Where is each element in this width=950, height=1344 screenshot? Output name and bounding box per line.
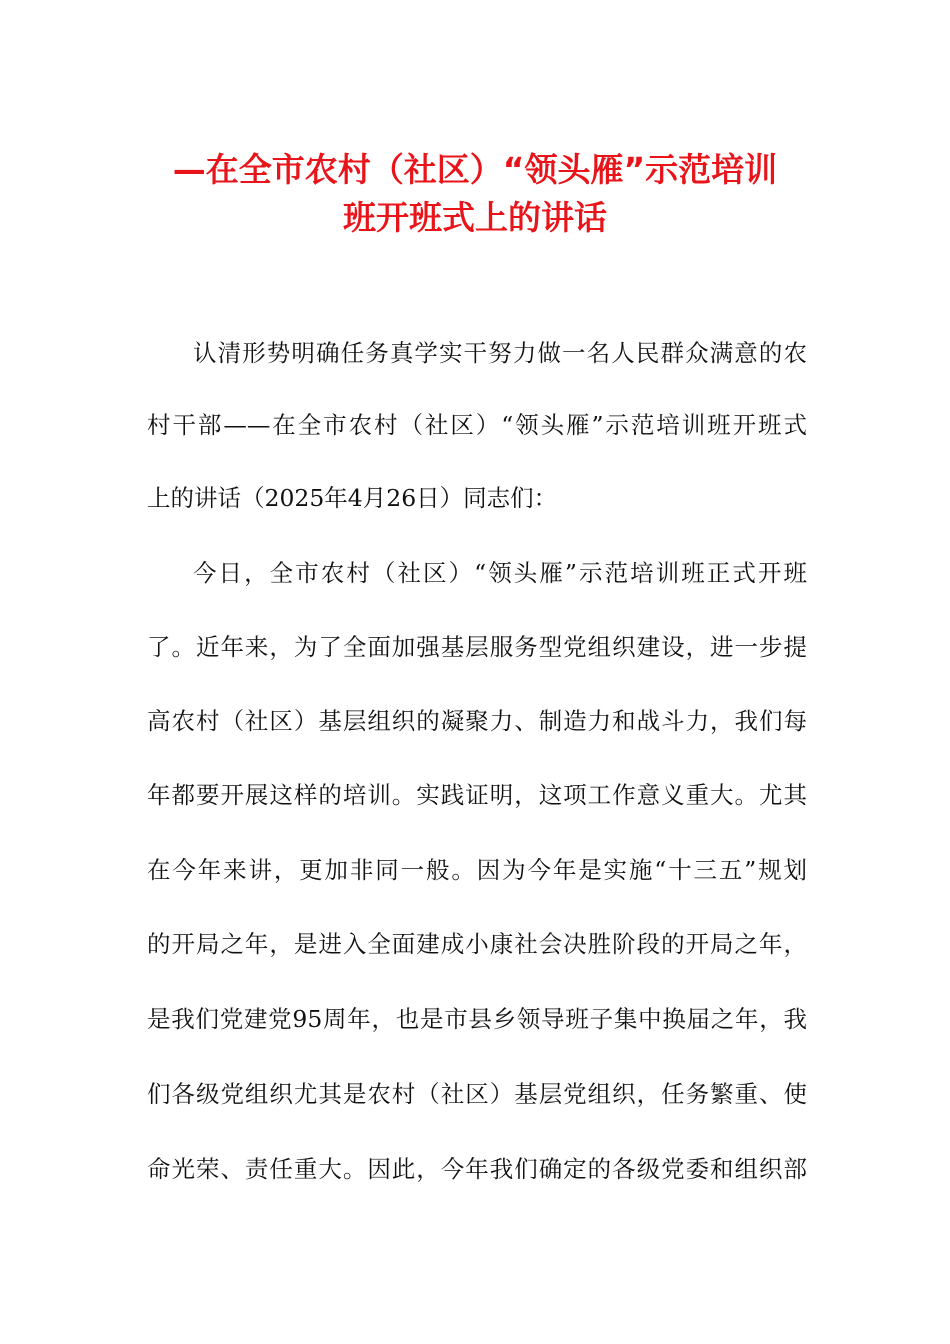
body-line-4: 今日，全市农村（社区）“领头雁”示范培训班正式开班 (193, 559, 807, 587)
body-line-12: 命光荣、责任重大。因此，今年我们确定的各级党委和组织部 (147, 1155, 807, 1183)
body-line-5: 了。近年来，为了全面加强基层服务型党组织建设，进一步提 (147, 633, 807, 661)
body-line-6: 高农村（社区）基层组织的凝聚力、制造力和战斗力，我们每 (147, 707, 807, 735)
body-line-3: 上的讲话（2025年4月26日）同志们： (147, 484, 558, 512)
body-line-11: 们各级党组织尤其是农村（社区）基层党组织，任务繁重、使 (147, 1080, 807, 1108)
body-line-9: 的开局之年，是进入全面建成小康社会决胜阶段的开局之年， (147, 930, 807, 958)
body-line-2: 村干部——在全市农村（社区）“领头雁”示范培训班开班式 (147, 411, 807, 439)
document-title-line-2: 班开班式上的讲话 (343, 198, 607, 237)
body-line-10: 是我们党建党95周年，也是市县乡领导班子集中换届之年，我 (147, 1005, 807, 1033)
body-line-1: 认清形势明确任务真学实干努力做一名人民群众满意的农 (193, 339, 807, 367)
body-line-8: 在今年来讲，更加非同一般。因为今年是实施“十三五”规划 (147, 856, 807, 884)
body-line-7: 年都要开展这样的培训。实践证明，这项工作意义重大。尤其 (147, 781, 807, 809)
document-title-line-1: —在全市农村（社区）“领头雁”示范培训 (172, 150, 778, 189)
